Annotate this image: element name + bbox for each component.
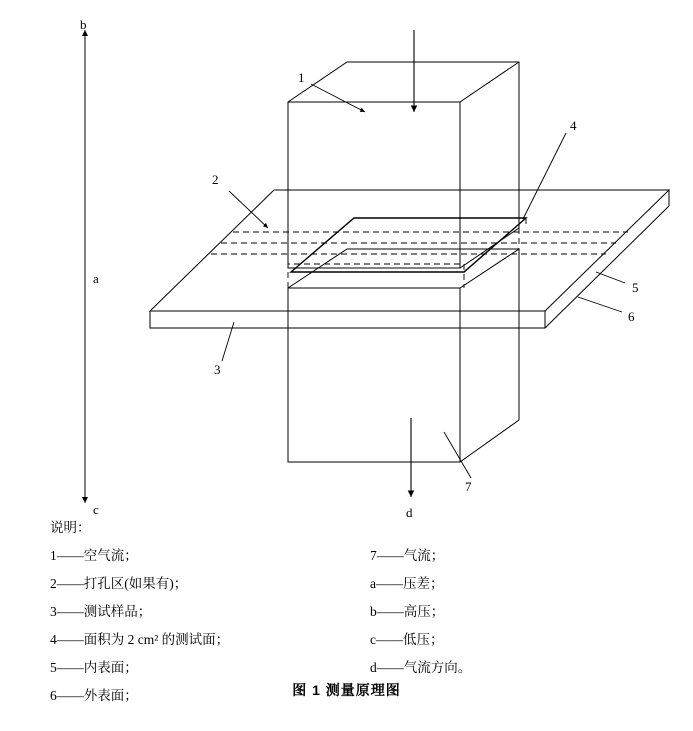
label-d: d bbox=[406, 505, 413, 520]
label-c: c bbox=[93, 502, 99, 517]
label-4: 4 bbox=[570, 118, 577, 133]
legend-item: d——气流方向。 bbox=[370, 660, 472, 675]
legend-item: 4——面积为 2 cm² 的测试面； bbox=[50, 632, 230, 647]
label-5: 5 bbox=[632, 280, 639, 295]
specimen-slab bbox=[150, 190, 669, 328]
label-a: a bbox=[93, 271, 99, 286]
legend-item: 6——外表面； bbox=[50, 688, 138, 703]
legend-item: a——压差； bbox=[370, 576, 444, 591]
label-3: 3 bbox=[214, 362, 221, 377]
legend-column-right bbox=[370, 548, 670, 688]
label-2: 2 bbox=[212, 172, 219, 187]
legend-item: 1——空气流； bbox=[50, 548, 138, 563]
label-b: b bbox=[80, 17, 87, 32]
legend-item: b——高压； bbox=[370, 604, 445, 619]
legend-item: 2——打孔区(如果有)； bbox=[50, 576, 188, 591]
legend-item: 5——内表面； bbox=[50, 660, 138, 675]
figure-caption: 图 1 测量原理图 bbox=[292, 682, 401, 698]
label-1: 1 bbox=[298, 70, 305, 85]
label-7: 7 bbox=[465, 479, 472, 494]
legend-title: 说明： bbox=[50, 520, 91, 535]
legend-item: 3——测试样品； bbox=[50, 604, 152, 619]
label-6: 6 bbox=[628, 309, 635, 324]
legend-item: c——低压； bbox=[370, 632, 444, 647]
legend-item: 7——气流； bbox=[370, 548, 445, 563]
